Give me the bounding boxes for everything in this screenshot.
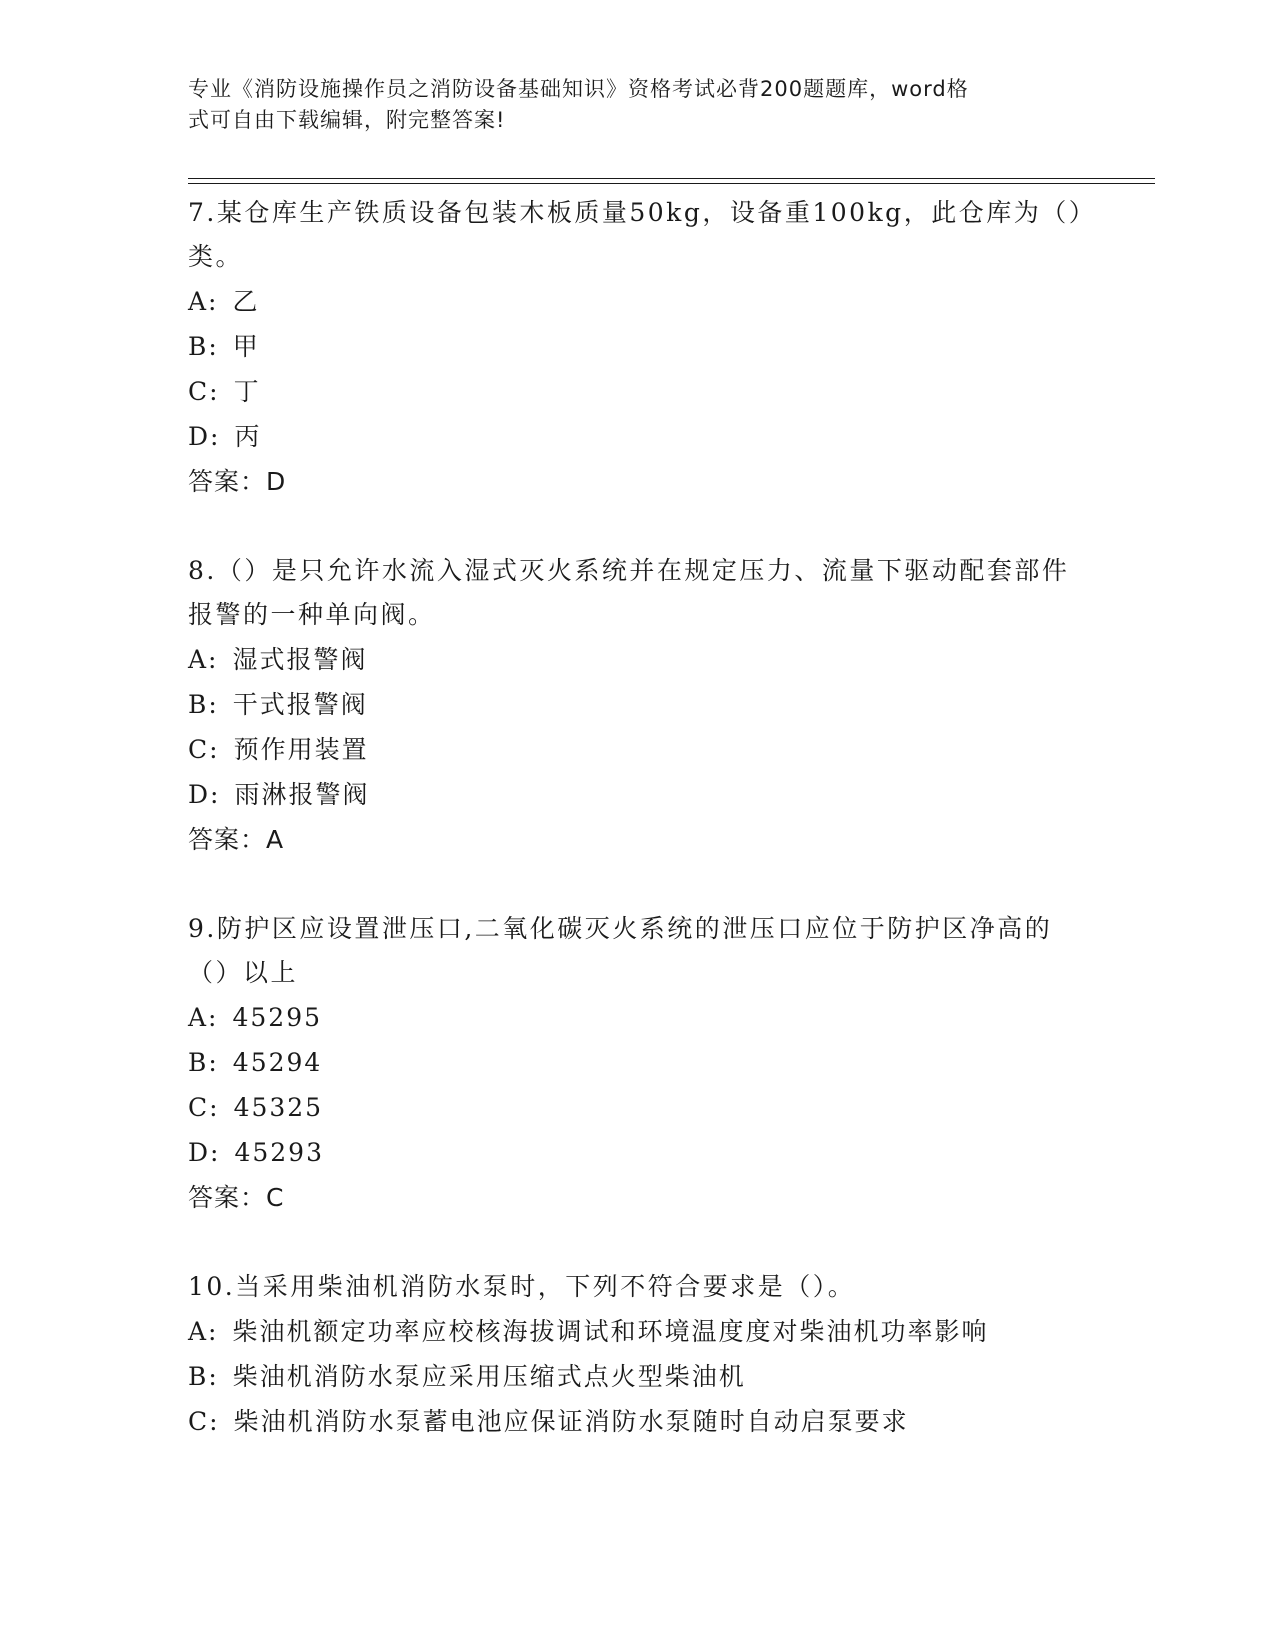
option-text: 柴油机消防水泵应采用压缩式点火型柴油机 <box>232 1362 746 1391</box>
option-label: D: <box>188 780 221 809</box>
option-text: 干式报警阀 <box>232 690 368 719</box>
option-label: C: <box>188 377 220 406</box>
option-label: A: <box>188 1003 219 1032</box>
question-9 <box>188 907 1088 1220</box>
header-divider-top <box>188 178 1155 179</box>
question-text: 10.当采用柴油机消防水泵时，下列不符合要求是（）。 <box>188 1272 856 1301</box>
option-c <box>188 1085 1088 1130</box>
option-text: 45294 <box>232 1048 323 1077</box>
option-c <box>188 727 1088 772</box>
answer-text: 答案：D <box>188 467 287 496</box>
option-c <box>188 1399 1088 1444</box>
option-label: D: <box>188 1138 221 1167</box>
option-b <box>188 682 1088 727</box>
header-line-2: 式可自由下载编辑，附完整答案! <box>188 108 506 132</box>
option-b <box>188 1040 1088 1085</box>
option-a <box>188 637 1088 682</box>
option-a <box>188 995 1088 1040</box>
option-text: 45293 <box>234 1138 324 1167</box>
header-divider-bottom <box>188 183 1155 184</box>
question-text: 7.某仓库生产铁质设备包装木板质量50kg，设备重100kg，此仓库为（）类。 <box>188 198 1084 271</box>
option-label: A: <box>188 1317 219 1346</box>
option-label: C: <box>188 1093 220 1122</box>
option-text: 预作用装置 <box>233 735 369 764</box>
question-text: 8.（）是只允许水流入湿式灭火系统并在规定压力、流量下驱动配套部件报警的一种单向阀。 <box>188 556 1070 629</box>
option-a <box>188 279 1088 324</box>
document-header <box>188 74 1088 136</box>
answer-text: 答案：C <box>188 1183 285 1212</box>
option-d <box>188 772 1088 817</box>
option-text: 丁 <box>233 377 261 406</box>
option-d <box>188 1130 1088 1175</box>
option-a <box>188 1309 1088 1354</box>
option-text: 丙 <box>234 422 262 451</box>
option-text: 45325 <box>233 1093 324 1122</box>
option-text: 柴油机额定功率应校核海拔调试和环境温度度对柴油机功率影响 <box>232 1317 989 1346</box>
question-7 <box>188 191 1088 504</box>
question-10 <box>188 1265 1088 1444</box>
option-c <box>188 369 1088 414</box>
question-8 <box>188 549 1088 862</box>
option-label: C: <box>188 735 220 764</box>
option-label: B: <box>188 690 219 719</box>
option-text: 乙 <box>232 287 260 316</box>
option-label: B: <box>188 1362 219 1391</box>
header-line-1: 专业《消防设施操作员之消防设备基础知识》资格考试必背200题题库，word格 <box>188 77 969 101</box>
option-text: 甲 <box>232 332 260 361</box>
option-label: B: <box>188 332 219 361</box>
option-text: 雨淋报警阀 <box>234 780 370 809</box>
option-label: B: <box>188 1048 219 1077</box>
option-b <box>188 324 1088 369</box>
option-text: 45295 <box>232 1003 323 1032</box>
question-list <box>188 191 1088 1489</box>
option-b <box>188 1354 1088 1399</box>
option-text: 湿式报警阀 <box>232 645 368 674</box>
option-label: C: <box>188 1407 220 1436</box>
answer-text: 答案：A <box>188 825 285 854</box>
question-text: 9.防护区应设置泄压口,二氧化碳灭火系统的泄压口应位于防护区净高的（）以上 <box>188 914 1053 987</box>
option-d <box>188 414 1088 459</box>
option-label: D: <box>188 422 221 451</box>
option-text: 柴油机消防水泵蓄电池应保证消防水泵随时自动启泵要求 <box>233 1407 909 1436</box>
option-label: A: <box>188 287 219 316</box>
option-label: A: <box>188 645 219 674</box>
